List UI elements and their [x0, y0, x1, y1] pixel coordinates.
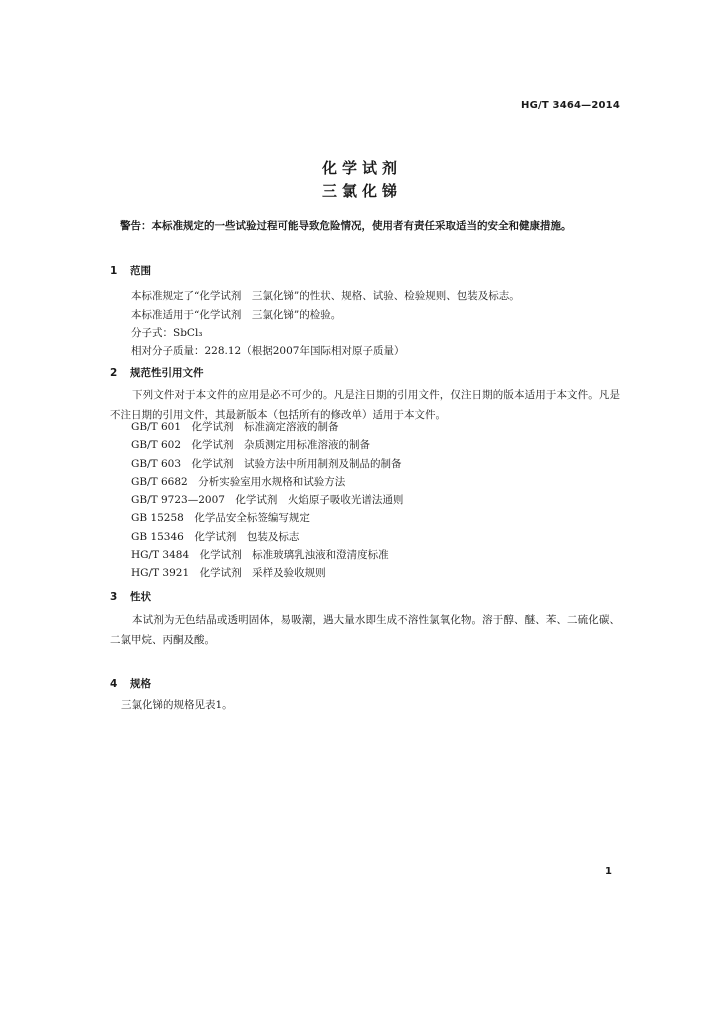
title-category: 化学试剂	[321, 159, 402, 177]
specs-text: 三氯化锑的规格见表1。	[121, 699, 233, 711]
section-1-title: 范围	[130, 265, 151, 277]
reference-item: GB 15258 化学品安全标签编写规定	[131, 512, 310, 525]
reference-item: GB 15346 化学试剂 包装及标志	[131, 530, 300, 543]
reference-item: GB/T 6682 分析实验室用水规格和试验方法	[131, 475, 346, 488]
reference-item: HG/T 3921 化学试剂 采样及验收规则	[131, 567, 326, 580]
section-1-heading	[110, 263, 151, 278]
reference-list	[131, 418, 403, 583]
normative-intro: 下列文件对于本文件的应用是必不可少的。凡是注日期的引用文件，仅注日期的版本适用于本文件。凡是不注日期的引用文件，其最新版本（包括所有的修改单）适用于本文件。	[110, 389, 620, 421]
reference-item: GB/T 601 化学试剂 标准滴定溶液的制备	[131, 421, 339, 433]
section-4-heading	[110, 676, 151, 691]
standard-code: HG/T 3464—2014	[521, 100, 620, 111]
molecular-formula: 分子式：SbCl₃	[131, 327, 203, 339]
page-number: 1	[605, 866, 612, 877]
safety-warning: 警告：本标准规定的一些试验过程可能导致危险情况，使用者有责任采取适当的安全和健康措施。	[120, 220, 572, 232]
section-3-heading	[110, 589, 151, 604]
reference-item: HG/T 3484 化学试剂 标准玻璃乳浊液和澄清度标准	[131, 549, 389, 562]
scope-line-2: 本标准适用于“化学试剂 三氯化锑”的检验。	[131, 309, 342, 321]
reference-item: GB/T 9723—2007 化学试剂 火焰原子吸收光谱法通则	[131, 494, 404, 507]
section-3-number: 3	[110, 591, 118, 603]
section-2-number: 2	[110, 367, 118, 379]
reference-item: GB/T 603 化学试剂 试验方法中所用制剂及制品的制备	[131, 457, 402, 470]
molecular-mass: 相对分子质量：228.12（根据2007年国际相对原子质量）	[131, 345, 405, 357]
section-4-number: 4	[110, 678, 118, 690]
title-product: 三氯化锑	[321, 182, 402, 200]
section-3-title: 性状	[130, 591, 151, 603]
properties-text: 本试剂为无色结晶或透明固体，易吸潮，遇大量水即生成不溶性氯氧化物。溶于醇、醚、苯、二硫化碳、二氯甲烷、丙酮及酸。	[110, 614, 620, 646]
section-4-title: 规格	[130, 678, 151, 690]
section-2-title: 规范性引用文件	[130, 367, 204, 379]
section-1-number: 1	[110, 265, 118, 277]
reference-item: GB/T 602 化学试剂 杂质测定用标准溶液的制备	[131, 439, 371, 452]
section-2-heading	[110, 365, 204, 380]
scope-line-1: 本标准规定了“化学试剂 三氯化锑”的性状、规格、试验、检验规则、包装及标志。	[131, 290, 520, 302]
